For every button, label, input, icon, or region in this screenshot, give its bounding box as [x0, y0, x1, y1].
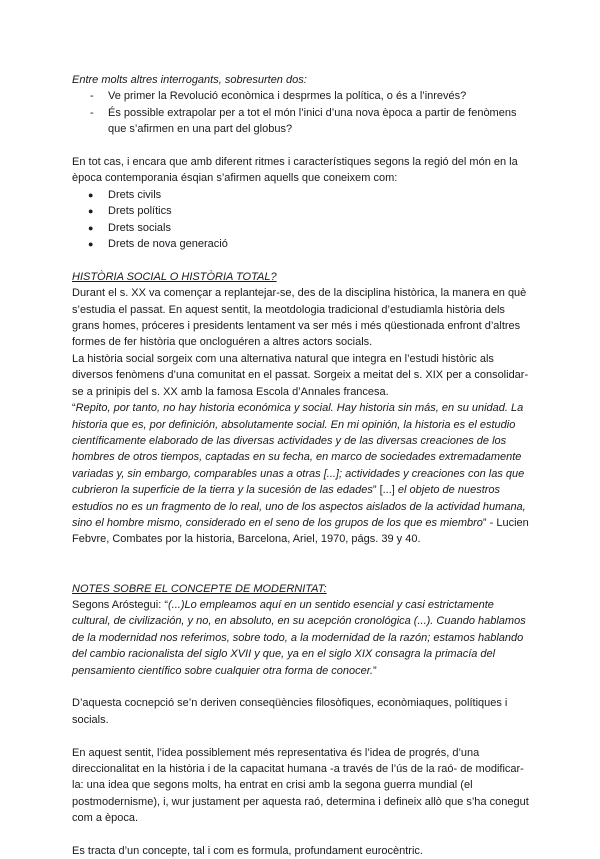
list-item: - És possible extrapolar per a tot el món l’inici d’una nova època a partir de fenòmens que s’afirmen en una part del globus? — [72, 105, 534, 138]
rights-list — [72, 187, 534, 253]
list-item: ● Drets civils — [72, 187, 534, 203]
document-page — [72, 72, 534, 859]
paragraph: Es tracta d’un concepte, tal i com es formula, profundament eurocèntric. — [72, 844, 423, 857]
list-item: ● Drets de nova generació — [72, 236, 534, 252]
paragraph: La història social sorgeix com una alternativa natural que integra en l’estudi històric als diversos fenòmens d’una comunitat en el passat. Sorgeix a meitat del s. XIX per a consolidar-se a prinipis del s. XX amb la famosa Escola d’Annales francesa. — [72, 352, 529, 398]
questions-list — [72, 88, 534, 137]
section-heading: NOTES SOBRE EL CONCEPTE DE MODERNITAT: — [72, 582, 327, 595]
section-heading: HISTÒRIA SOCIAL O HISTÒRIA TOTAL? — [72, 270, 277, 283]
paragraph: Durant el s. XX va començar a replantejar-se, des de la disciplina històrica, la manera en què s’estudia el passat. En aquest sentit, la meotdologia tradicional d’estudiamla història dels grans homes, próceres i presidents lentament va ser més i més qüestionada enfront d’altres formes de fer història que oncloguéren a altres actors socials. — [72, 287, 527, 349]
list-item: ● Drets socials — [72, 220, 534, 236]
rights-lead: En tot cas, i encara que amb diferent ritmes i característiques segons la regió del món en la època contemporania ésqian s’afirmen aquells que coneixem com: — [72, 156, 518, 185]
intro-lead: Entre molts altres interrogants, sobresurten dos: — [72, 74, 307, 86]
list-item: ● Drets polítics — [72, 203, 534, 219]
arostegui-quote: Segons Aróstegui: “(...)Lo empleamos aquí en un sentido esencial y casi estrictamente cultural, de civilización, y no, en absoluto, en su acepción cronológica (...). Cuando hablamos de la modernidad nos referimos, sobre todo, a la modernidad de la razón; estamos hablando del cambio racionalista del siglo XVII y que, ya en el siglo XIX consagra la primacía del pensamiento científico sobre cualquier otra forma de conocer.” — [72, 598, 526, 677]
febvre-quote: “Repito, por tanto, no hay historia económica y social. Hay historia sin más, en su unidad. La historia que es, por definición, absolutamente social. En mi opinión, la historia es el estudio científicamente elaborado de las diversas actividades y de las diversas creaciones de los hombres de otros tiempos, captadas en su fecha, en marco de sociedades extremadamente variadas y, sin embargo, comparables unas a otras [...]; actividades y creaciones con las que cubrieron la superficie de la tierra y la sucesión de las edades” [...] el objeto de nuestros estudios no es un fragmento de lo real, uno de los aspectos aislados de la actividad humana, sino el hombre mismo, considerado en el seno de los grupos de los que es miembro” - Lucien Febvre, Combates por la historia, Barcelona, Ariel, 1970, págs. 39 y 40. — [72, 402, 529, 546]
paragraph: En aquest sentit, l’idea possiblement més representativa és l’idea de progrés, d’una direccionalitat en la història i de la capacitat humana -a través de l’ús de la raó- de modificar-la: una idea que segons molts, ha entrat en crisi amb la segona guerra mundial (el postmodernisme), i, wur justament per aquesta raó, determina i defineix allò que s’ha conegut com a època. — [72, 746, 529, 825]
paragraph: D’aquesta cocnepció se’n deriven conseqüències filosòfiques, econòmiaques, polítiques i socials. — [72, 697, 508, 726]
list-item: - Ve primer la Revolució econòmica i desprmes la política, o és a l’inrevés? — [72, 88, 534, 104]
